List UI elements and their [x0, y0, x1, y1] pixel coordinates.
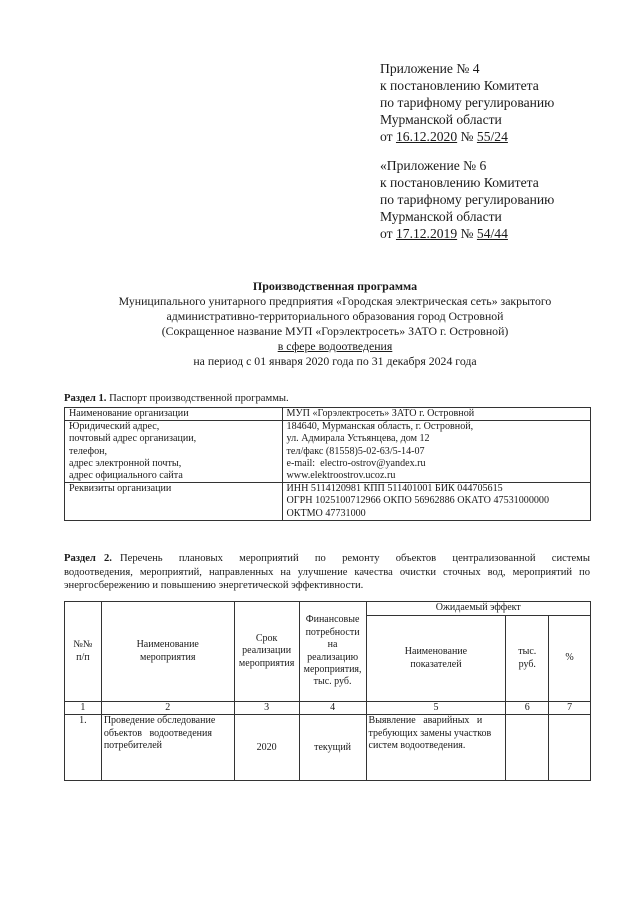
header-effect: Ожидаемый эффект	[366, 602, 590, 616]
resolution-date: 17.12.2019	[395, 226, 458, 241]
row-name-line: объектов водоотведения	[103, 727, 212, 739]
appendix-4-line: к постановлению Комитета	[380, 78, 539, 93]
header-finance-line: тыс. руб.	[313, 676, 352, 688]
passport-cell-name	[65, 421, 283, 483]
header-finance-line: реализацию	[307, 651, 359, 663]
header-finance-line: на	[327, 639, 338, 651]
section-2-line	[64, 552, 590, 566]
section-1-text: Паспорт производственной программы.	[106, 393, 289, 404]
table-row	[65, 715, 591, 781]
section-1-label: Раздел 1.	[64, 393, 107, 404]
passport-cell-value	[282, 421, 590, 483]
column-number: 7	[549, 702, 591, 715]
appendix-6-header	[380, 157, 554, 242]
section-2-text: Перечень плановых мероприятий по ремонту объектов централизованной системы	[111, 553, 590, 564]
header-term-line: реализации	[242, 645, 292, 657]
row-effect-line: Выявление аварийных и	[368, 715, 483, 727]
row-name-line: Проведение обследование	[103, 715, 216, 727]
header-name-line: мероприятия	[140, 651, 196, 663]
row-term: 2020	[234, 715, 299, 781]
header-term-line: мероприятия	[238, 657, 295, 669]
column-number: 2	[101, 702, 234, 715]
header-indicator-line: показателей	[410, 658, 462, 670]
row-effect	[366, 715, 506, 781]
from-prefix: от	[380, 129, 396, 144]
row-effect-line: требующих замены участков	[368, 727, 492, 739]
header-thousand-line: руб.	[518, 658, 536, 670]
row-finance: текущий	[299, 715, 366, 781]
header-finance-line: Финансовые	[305, 614, 360, 626]
header-num-line: п/п	[76, 651, 90, 663]
column-number: 3	[234, 702, 299, 715]
program-title: Производственная программа	[252, 279, 418, 293]
row-num: 1.	[65, 715, 102, 781]
resolution-number: 54/44	[476, 226, 508, 241]
section-1-title	[64, 392, 289, 405]
passport-cell-value: МУП «Горэлектросеть» ЗАТО г. Островной	[282, 408, 590, 421]
header-num	[65, 602, 102, 702]
passport-table	[64, 407, 591, 521]
appendix-6-line: «Приложение № 6	[380, 158, 487, 173]
short-name-line: (Сокращенное название МУП «Горэлектросеть» ЗАТО г. Островной)	[161, 324, 509, 338]
section-2-label: Раздел 2.	[64, 553, 112, 564]
appendix-4-line: Мурманской области	[380, 112, 502, 127]
table-row	[65, 408, 591, 421]
table-header-row	[65, 602, 591, 616]
resolution-date: 16.12.2020	[395, 129, 458, 144]
address-label: Юридический адрес,	[69, 421, 160, 433]
program-heading	[60, 279, 610, 369]
header-thousand-line: тыс.	[518, 646, 537, 658]
appendix-4-header	[380, 60, 554, 145]
column-number: 4	[299, 702, 366, 715]
column-number: 1	[65, 702, 102, 715]
email-label: адрес электронной почты,	[69, 457, 182, 469]
address-value: 184640, Мурманская область, г. Островной,	[286, 421, 474, 433]
period-line: на период с 01 января 2020 года по 31 декабря 2024 года	[193, 354, 477, 368]
appendix-6-line: Мурманской области	[380, 209, 502, 224]
requisites-line: ОГРН 1025100712966 ОКПО 56962886 ОКАТО 47531000000	[286, 495, 550, 507]
sphere-line: в сфере водоотведения	[277, 339, 393, 353]
street-value: ул. Адмирала Устьянцева, дом 12	[286, 433, 430, 445]
header-term	[234, 602, 299, 702]
header-finance-line: мероприятия,	[303, 663, 362, 675]
website-label: адрес официального сайта	[69, 470, 183, 482]
appendix-6-date-line	[380, 225, 554, 242]
phone-value: тел/факс (81558)5-02-63/5-14-07	[286, 445, 425, 457]
appendix-6-line: к постановлению Комитета	[380, 175, 539, 190]
appendix-4-line: Приложение № 4	[380, 61, 480, 76]
section-2-title	[64, 552, 590, 593]
resolution-number: 55/24	[476, 129, 508, 144]
column-number: 5	[366, 702, 506, 715]
appendix-4-line: по тарифному регулированию	[380, 95, 555, 110]
appendix-4-date-line	[380, 128, 554, 145]
row-name	[101, 715, 234, 781]
row-name-line: потребителей	[103, 740, 162, 752]
requisites-line: ОКТМО 47731000	[286, 507, 366, 519]
header-name-line: Наименование	[136, 639, 199, 651]
email-value: e-mail: electro-ostrov@yandex.ru	[286, 457, 426, 469]
header-indicator	[366, 616, 506, 702]
header-term-line: Срок	[255, 632, 278, 644]
row-percent	[549, 715, 591, 781]
requisites-line: ИНН 5114120981 КПП 511401001 БИК 044705615	[286, 483, 503, 495]
passport-cell-name: Наименование организации	[65, 408, 283, 421]
header-thousand	[506, 616, 549, 702]
table-row	[65, 483, 591, 521]
header-finance	[299, 602, 366, 702]
header-indicator-line: Наименование	[404, 646, 468, 658]
measures-table	[64, 601, 591, 781]
number-prefix: №	[457, 129, 477, 144]
postal-address-label: почтовый адрес организации,	[69, 433, 197, 445]
row-thousand	[506, 715, 549, 781]
section-2-line: водоотведения, мероприятий, направленных на улучшение качества очистки сточных вод, мероприятий по	[64, 566, 590, 578]
header-finance-line: потребности	[305, 626, 360, 638]
number-prefix: №	[457, 226, 477, 241]
appendix-6-line: по тарифному регулированию	[380, 192, 555, 207]
row-effect-line: систем водоотведения.	[368, 740, 466, 752]
passport-cell-name: Реквизиты организации	[65, 483, 283, 521]
organization-line: административно-территориального образования город Островной	[166, 309, 504, 323]
phone-label: телефон,	[69, 445, 108, 457]
column-number-row	[65, 702, 591, 715]
header-percent: %	[549, 616, 591, 702]
passport-cell-value	[282, 483, 590, 521]
header-name	[101, 602, 234, 702]
table-row	[65, 421, 591, 483]
section-2-line: энергосбережению и повышению энергетической эффективности.	[64, 580, 364, 591]
organization-line: Муниципального унитарного предприятия «Городская электрическая сеть» закрытого	[118, 294, 552, 308]
from-prefix: от	[380, 226, 396, 241]
column-number: 6	[506, 702, 549, 715]
website-value: www.elektroostrov.ucoz.ru	[286, 470, 396, 482]
header-num-line: №№	[73, 639, 93, 651]
